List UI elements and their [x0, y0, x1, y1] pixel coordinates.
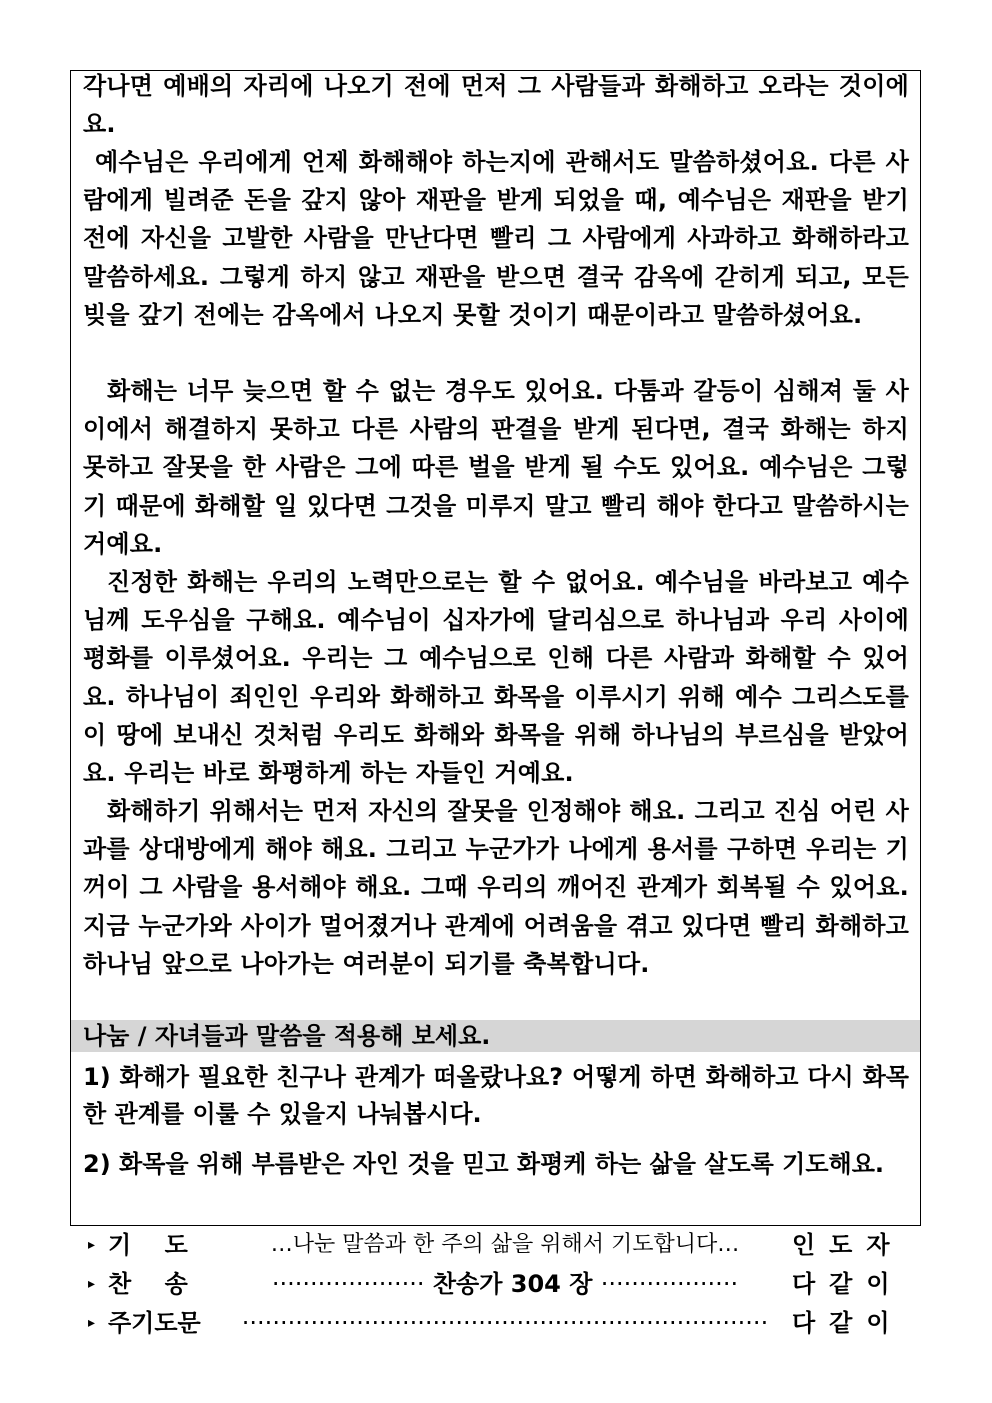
- order-label: 찬 송: [108, 1270, 188, 1298]
- paragraph-4: 진정한 화해는 우리의 노력만으로는 할 수 없어요. 예수님을 바라보고 예수님께 도우심을 구해요. 예수님이 십자가에 달리심으로 하나님과 우리 사이에 평화를 이루셨어요. 우리는 그 예수님으로 인해 다른 사람과 화해할 수 있어요. 하나님이 죄인인 우리와 화해하고 화목을 이루시기 위해 예수 그리스도를 이 땅에 보내신 것처럼 우리도 화해와 화목을 위해 하나님의 부르심을 받았어요. 우리는 바로 화평하게 하는 자들인 거예요.: [83, 568, 909, 788]
- paragraph-1: 각나면 예배의 자리에 나오기 전에 먼저 그 사람들과 화해하고 오라는 것이에요.: [83, 72, 909, 139]
- triangle-bullet-icon: ▸: [88, 1315, 96, 1331]
- sharing-question-1: 1) 화해가 필요한 친구나 관계가 떠올랐나요? 어떻게 하면 화해하고 다시 화목한 관계를 이룰 수 있을지 나눠봅시다.: [83, 1063, 909, 1128]
- order-row-prayer: [80, 1226, 910, 1264]
- order-leader: 다같이: [792, 1270, 904, 1298]
- paragraph-2: 예수님은 우리에게 언제 화해해야 하는지에 관해서도 말씀하셨어요. 다른 사람에게 빌려준 돈을 갚지 않아 재판을 받게 되었을 때, 예수님은 재판을 받기 전에 자신을 고발한 사람을 만난다면 빨리 그 사람에게 사과하고 화해하라고 말씀하세요. 그렇게 하지 않고 재판을 받으면 결국 감옥에 갇히게 되고, 모든 빚을 갚기 전에는 감옥에서 나오지 못할 것이기 때문이라고 말씀하셨어요.: [83, 148, 909, 329]
- order-row-hymn: [80, 1265, 910, 1303]
- order-description: …나눈 말씀과 한 주의 삶을 위해서 기도합니다…: [270, 1232, 740, 1257]
- order-leader: 다같이: [792, 1309, 904, 1337]
- triangle-bullet-icon: ▸: [88, 1237, 96, 1253]
- paragraph-5: 화해하기 위해서는 먼저 자신의 잘못을 인정해야 해요. 그리고 진심 어린 사과를 상대방에게 해야 해요. 그리고 누군가가 나에게 용서를 구하면 우리는 기꺼이 그 사람을 용서해야 해요. 그때 우리의 깨어진 관계가 회복될 수 있어요. 지금 누군가와 사이가 멀어졌거나 관계에 어려움을 겪고 있다면 빨리 화해하고 하나님 앞으로 나아가는 여러분이 되기를 축복합니다.: [83, 797, 909, 978]
- leader-dots: ··················: [600, 1270, 739, 1298]
- order-description: [240, 1265, 770, 1303]
- hymn-number: 찬송가 304 장: [432, 1270, 593, 1298]
- sharing-title: 나눔 / 자녀들과 말씀을 적용해 보세요.: [83, 1022, 491, 1050]
- order-label: 기 도: [108, 1231, 188, 1259]
- leader-dots: ····················: [271, 1270, 425, 1298]
- order-leader: 인도자: [792, 1231, 904, 1259]
- order-description: [240, 1304, 770, 1342]
- order-label: 주기도문: [108, 1309, 201, 1337]
- triangle-bullet-icon: ▸: [88, 1276, 96, 1292]
- sharing-question-2: 2) 화목을 위해 부름받은 자인 것을 믿고 화평케 하는 삶을 살도록 기도해요.: [83, 1150, 885, 1178]
- leader-dots: ·····································································: [241, 1309, 769, 1337]
- paragraph-3: 화해는 너무 늦으면 할 수 없는 경우도 있어요. 다툼과 갈등이 심해져 둘 사이에서 해결하지 못하고 다른 사람의 판결을 받게 된다면, 결국 화해는 하지 못하고 잘못을 한 사람은 그에 따른 벌을 받게 될 수도 있어요. 예수님은 그렇기 때문에 화해할 일 있다면 그것을 미루지 말고 빨리 해야 한다고 말씀하시는 거예요.: [83, 377, 909, 558]
- order-row-lords-prayer: [80, 1304, 910, 1342]
